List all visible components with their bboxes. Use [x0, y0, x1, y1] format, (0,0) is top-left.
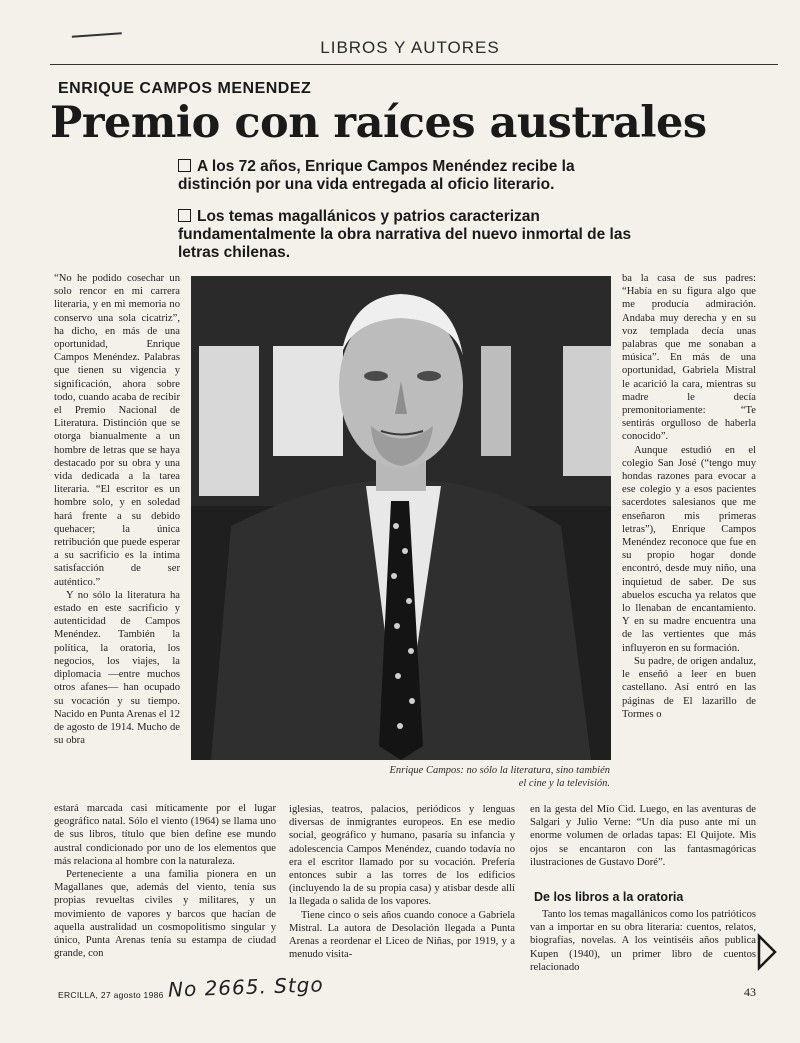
column-3-lower	[530, 803, 756, 869]
deck-text: A los 72 años, Enrique Campos Menéndez recibe la distinción por una vida entregada al oficio literario.	[178, 158, 575, 193]
column-2-lower	[289, 803, 515, 961]
header-rule	[50, 64, 778, 65]
paragraph: “No he podido cosechar un solo rencor en mi carrera literaria, y en mi memoria no conservo una sola cicatriz”, ha dicho, en más de una oportunidad, Enrique Campos Menéndez. Palabras que tienen su vigencia y significación, ahora sobre todo, cuando acaba de recibir el Premio Nacional de Literatura. Distinción que se otorga bianualmente a un hombre de letras que se haya destacado por su obra y una vida dedicada a la tarea literaria. “El escritor es un hombre solo, y en soledad hará frente a su debido quehacer; la única retribución que puede esperar a su sacrificio es la íntima satisfacción de ser auténtico.”	[54, 273, 180, 588]
pen-mark	[72, 32, 122, 43]
column-3	[622, 272, 756, 721]
paragraph: Tiene cinco o seis años cuando conoce a Gabriela Mistral. La autora de Desolación llegada a Punta Arenas a reordenar el Liceo de Niñas, por 1919, y a menudo visita-	[289, 909, 515, 961]
article-kicker: ENRIQUE CAMPOS MENENDEZ	[58, 80, 312, 97]
checkbox-square-icon	[178, 209, 191, 222]
article-headline: Premio con raíces australes	[50, 98, 707, 148]
deck-item-1	[178, 158, 648, 194]
deck-item-2	[178, 208, 648, 262]
paragraph: Tanto los temas magallánicos como los patrióticos van a importar en su obra literaria: cuentos, relatos, biografías, novelas. A los veintiséis años publica Kupen (1940), un primer libro de cuentos relacionado	[530, 909, 756, 973]
portrait-illustration	[191, 276, 611, 760]
column-1-lower	[54, 802, 276, 960]
column-3-continuation	[530, 908, 756, 974]
paragraph: Perteneciente a una familia pionera en un Magallanes que, además del viento, tenía sus propias revueltas civiles y militares, y un movimiento de vapores y barcos que hacían de aquella australidad un cosmopolitismo singular y único, Punta Arenas tenía su estampa de ciudad grande, con	[54, 869, 276, 960]
paragraph: Su padre, de origen andaluz, le enseñó a leer en buen castellano. Así entró en las páginas de El lazarillo de Tormes o	[622, 655, 756, 720]
paragraph: en la gesta del Mío Cid. Luego, en las aventuras de Salgari y Julio Verne: “Un día puso ante mí un enorme volumen de orladas tapas: El Quijote. Mis ojos se encantaron con las fantasmagóricas ilustraciones de Gustavo Doré”.	[530, 804, 756, 868]
page-number: 43	[744, 985, 756, 999]
portrait-photo	[191, 276, 611, 760]
section-label: LIBROS Y AUTORES	[320, 38, 500, 57]
photo-caption: Enrique Campos: no sólo la literatura, sino también el cine y la televisión.	[389, 765, 610, 789]
subheading: De los libros a la oratoria	[534, 890, 684, 904]
paragraph: Y no sólo la literatura ha estado en este sacrificio y autenticidad de Campos Menéndez. También la política, la oratoria, los negocios, los viajes, la diplomacia —entre muchos otros afanes— han ocupado su vocación y su tiempo. Nacido en Punta Arenas el 12 de agosto de 1914. Mucho de su obra	[54, 589, 180, 747]
paragraph: iglesias, teatros, palacios, periódicos y lenguas diversas de inmigrantes europeos. En ese medio social, geográfico y humano, pasaría su infancia y adolescencia Campos Menéndez, cuando todavía no era el escritor llamado por su vocación. Prefería entonces subir a las torres de los edificios (incluyendo la de su propia casa) y atisbar desde allí la llegada o salida de los vapores.	[289, 804, 515, 908]
publication-footer: ERCILLA, 27 agosto 1986	[58, 990, 164, 1000]
column-1	[54, 272, 180, 747]
paragraph: estará marcada casi míticamente por el lugar geográfico natal. Sólo el viento (1964) se llama uno de sus libros, título que bien define ese mundo austral condicionado por uno de los elementos que más relaciona al hombre con la naturaleza.	[54, 803, 276, 867]
handwritten-note: No 2665. Stgo	[167, 972, 325, 1002]
paragraph: ba la casa de sus padres: “Había en su figura algo que me producía admiración. Andaba muy derecha y en su voz templada decía unas palabras que me sonaban a música”. En más de una oportunidad, Gabriela Mistral le acarició la cara, mientras su madre le decía premonitoriamente: “Te sentirás orgulloso de haberla conocido”.	[622, 273, 756, 443]
paragraph: Aunque estudió en el colegio San José (“tengo muy hondas razones para evocar a ese colegio y a esos pacientes sacerdotes salesianos que me enseñaron mis primeras letras”), Enrique Campos Menéndez reconoce que fue en su propio hogar donde encontró, desde muy niño, una inquietud de saber. De sus abuelos escucha ya relatos que lo llenaban de encantamiento. Y en su madre encuentra una de las vertientes que más influyeron en su formación.	[622, 444, 756, 654]
checkbox-square-icon	[178, 159, 191, 172]
deck-text: Los temas magallánicos y patrios caracterizan fundamentalmente la obra narrativa del nuevo inmortal de las letras chilenas.	[178, 208, 632, 261]
continue-arrow-icon	[756, 932, 778, 972]
